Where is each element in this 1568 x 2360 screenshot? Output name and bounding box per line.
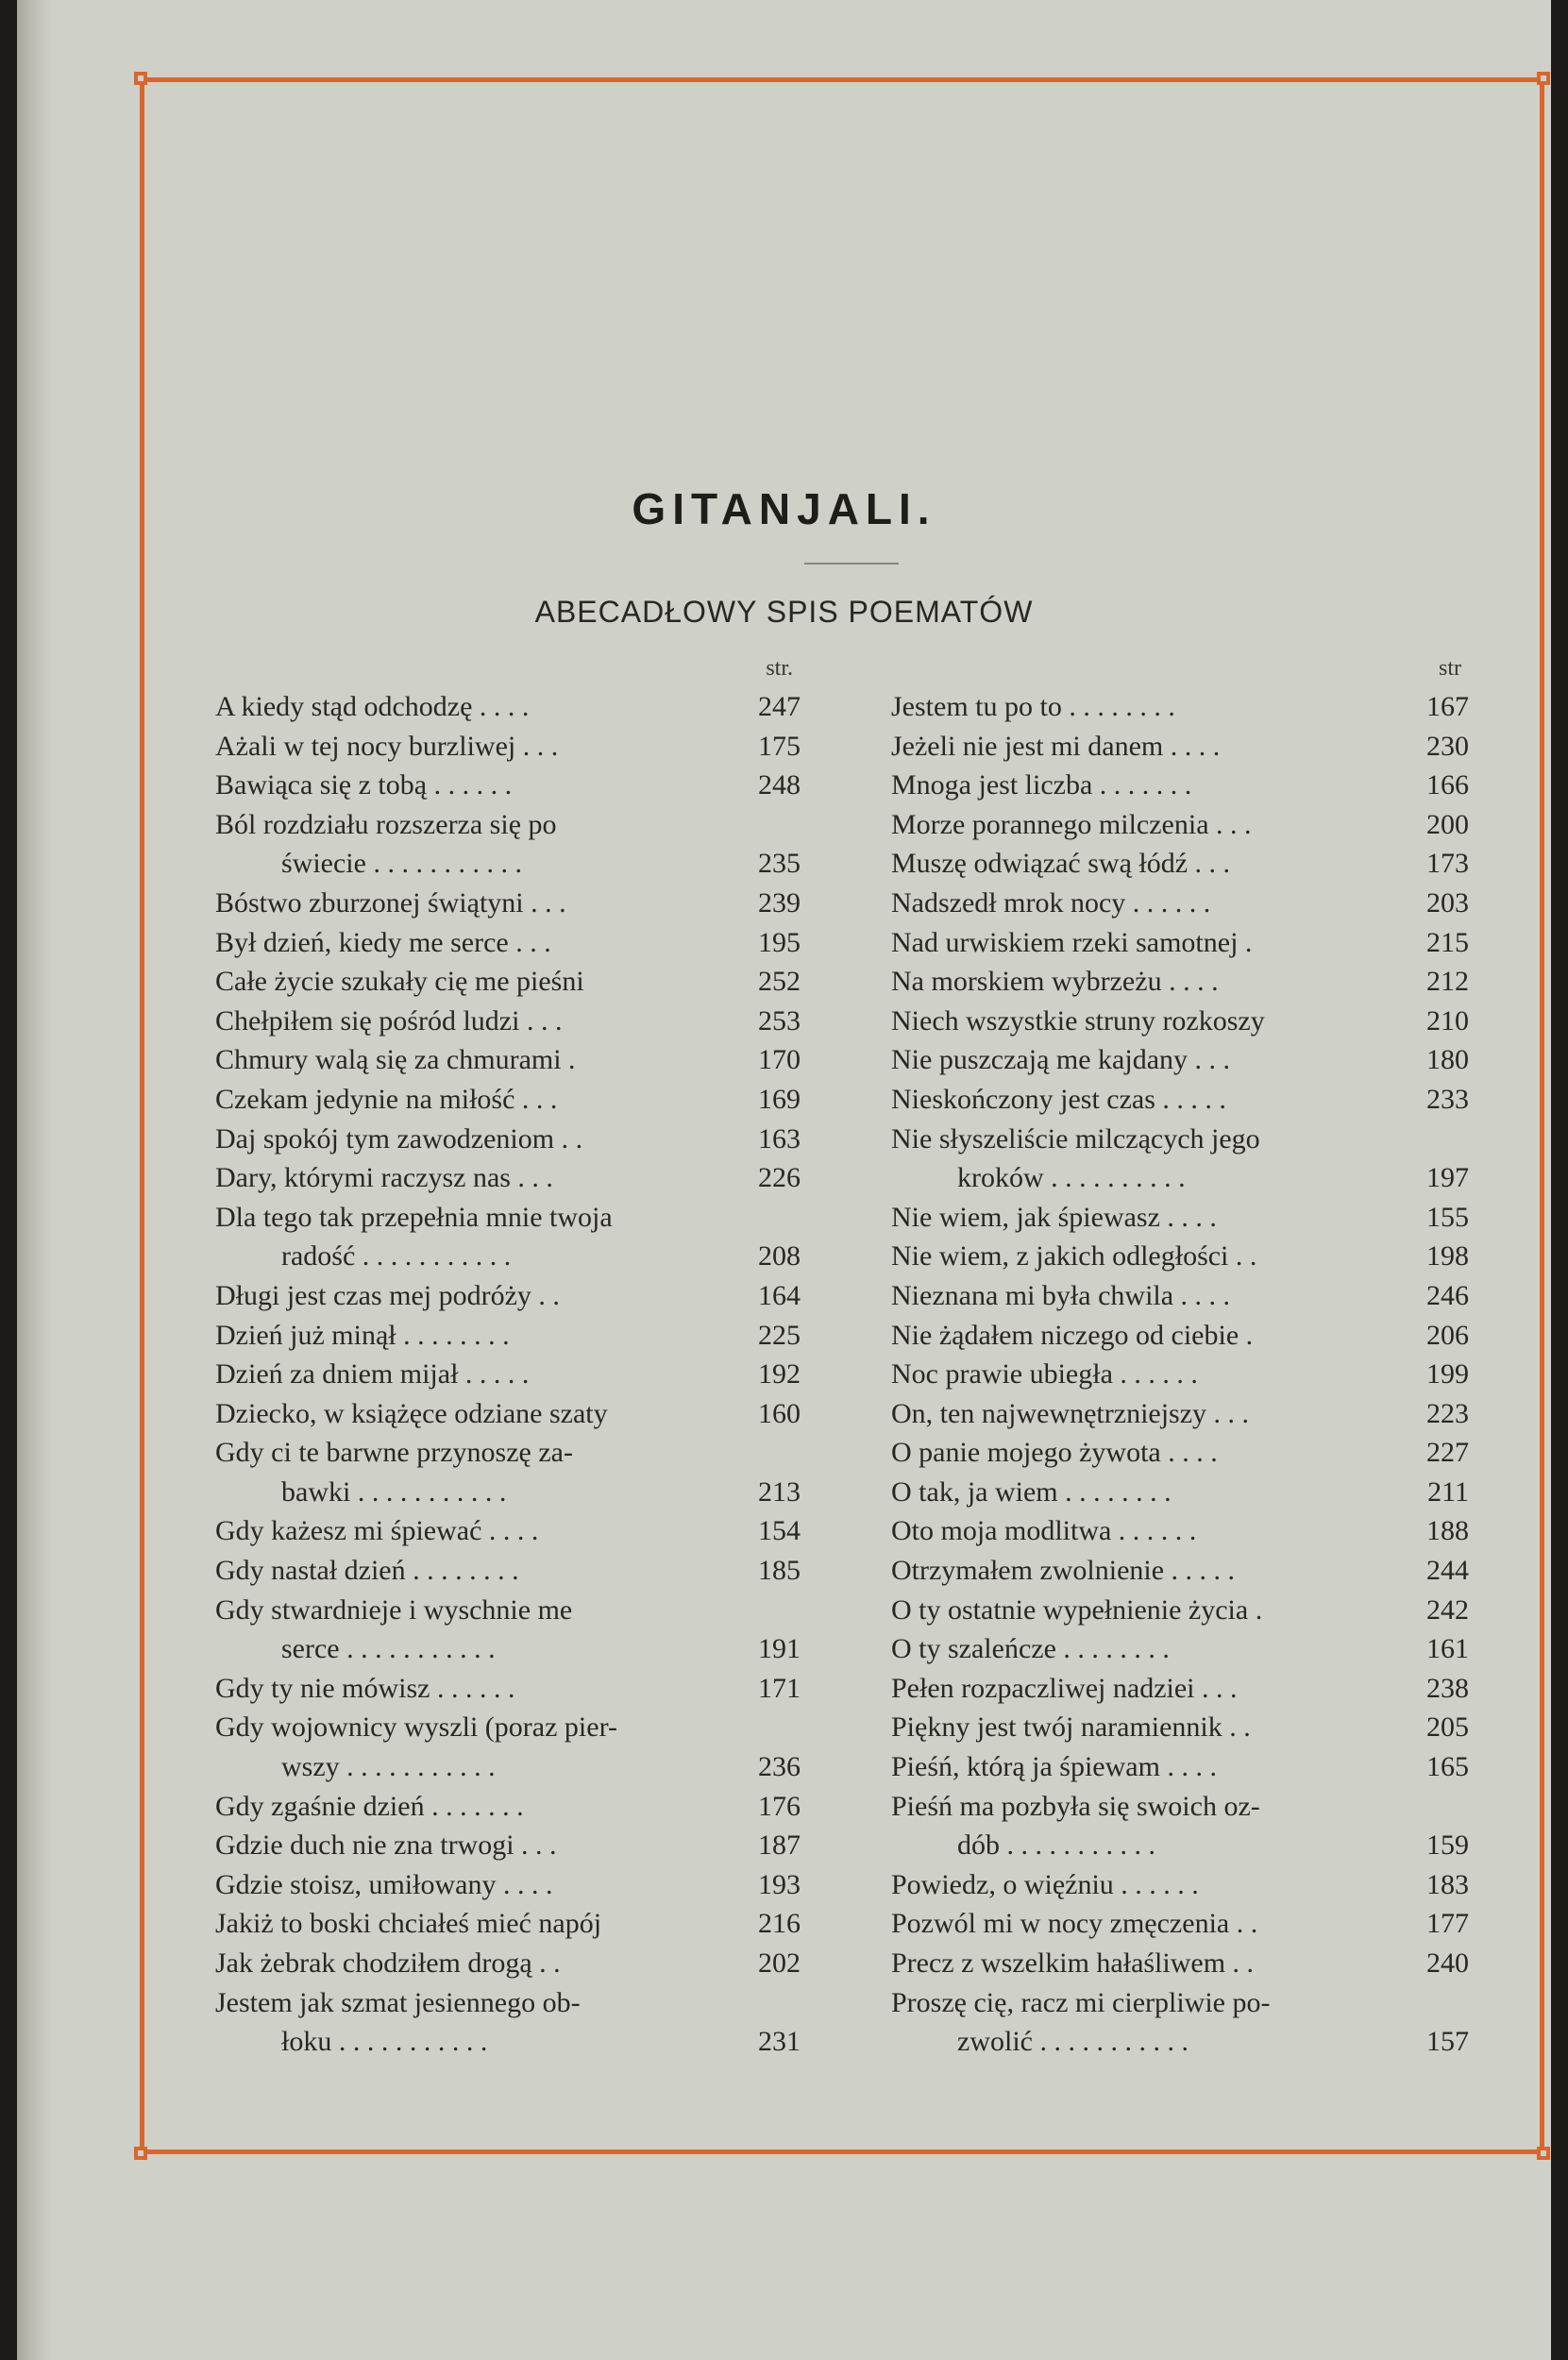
index-entry xyxy=(891,1511,1469,1551)
index-entry xyxy=(215,1787,801,1827)
entry-title-line: Na morskiem wybrzeżu . . . . xyxy=(891,966,1219,998)
index-entry xyxy=(891,962,1469,1002)
entry-title-continuation: wszy . . . . . . . . . . . xyxy=(281,1751,496,1783)
entry-title xyxy=(215,884,736,923)
entry-title-continuation: serce . . . . . . . . . . . xyxy=(281,1633,496,1665)
entry-title xyxy=(891,727,1405,767)
entry-page-number: 161 xyxy=(1426,1633,1469,1665)
entry-page-number: 246 xyxy=(1426,1279,1469,1311)
index-entry xyxy=(891,1355,1469,1394)
entry-title xyxy=(891,962,1405,1002)
index-entry xyxy=(215,1865,801,1905)
entry-page-number: 192 xyxy=(758,1358,801,1391)
frame-corner-ornament xyxy=(134,72,147,85)
entry-page-number: 154 xyxy=(758,1515,801,1547)
index-entry xyxy=(891,884,1469,923)
entry-title-line: Jeżeli nie jest mi danem . . . . xyxy=(891,730,1221,762)
entry-title-line: Gdy wojownicy wyszli (poraz pier- xyxy=(215,1711,617,1744)
entry-title-line: Gdy ty nie mówisz . . . . . . xyxy=(215,1672,515,1704)
entry-title xyxy=(891,1551,1405,1591)
entry-title xyxy=(215,1433,736,1511)
entry-page-number: 171 xyxy=(758,1672,801,1704)
entry-title-line: Dziecko, w książęce odziane szaty xyxy=(215,1397,608,1429)
entry-title xyxy=(891,1002,1405,1041)
index-entry xyxy=(891,1040,1469,1080)
entry-title-line: Czekam jedynie na miłość . . . xyxy=(215,1083,558,1115)
entry-title xyxy=(891,1080,1405,1120)
entry-title-line: Nadszedł mrok nocy . . . . . . xyxy=(891,886,1211,919)
entry-page-number: 206 xyxy=(1426,1319,1469,1351)
entry-title-line: Dla tego tak przepełnia mnie twoja xyxy=(215,1201,613,1233)
index-entry xyxy=(215,1826,801,1865)
entry-title xyxy=(215,1983,736,2062)
index-entry xyxy=(215,1983,801,2062)
entry-title xyxy=(215,1158,736,1198)
entry-page-number: 177 xyxy=(1426,1908,1469,1940)
index-entry xyxy=(215,805,801,884)
entry-page-number: 202 xyxy=(758,1947,801,1979)
entry-page-number: 193 xyxy=(758,1868,801,1900)
entry-title xyxy=(891,1787,1405,1865)
index-entry xyxy=(215,1511,801,1551)
entry-page-number: 208 xyxy=(758,1240,801,1273)
entry-page-number: 167 xyxy=(1426,691,1469,722)
entry-title-line: Gdy stwardnieje i wyschnie me xyxy=(215,1593,573,1626)
entry-page-number: 210 xyxy=(1426,1004,1469,1037)
entry-page-number: 235 xyxy=(758,848,801,880)
entry-title xyxy=(891,1904,1405,1944)
entry-title xyxy=(215,1198,736,1276)
index-entry xyxy=(215,1669,801,1709)
entry-title xyxy=(891,805,1405,845)
page-title: GITANJALI. xyxy=(632,484,936,533)
entry-page-number: 236 xyxy=(758,1751,801,1783)
entry-title xyxy=(215,1120,736,1159)
entry-title-line: Bawiąca się z tobą . . . . . . xyxy=(215,769,513,801)
entry-title xyxy=(891,1747,1405,1787)
entry-title xyxy=(215,1944,736,1983)
entry-title-line: Dzień już minął . . . . . . . . xyxy=(215,1319,510,1351)
entry-title-line: Nad urwiskiem rzeki samotnej . xyxy=(891,926,1253,958)
index-entry xyxy=(891,1591,1469,1630)
entry-title-line: Gdy ci te barwne przynoszę za- xyxy=(215,1437,573,1469)
entry-title xyxy=(215,1080,736,1120)
entry-title-continuation: zwolić . . . . . . . . . . . xyxy=(957,2026,1189,2058)
entry-title-line: Nie słyszeliście milczących jego xyxy=(891,1122,1260,1155)
entry-page-number: 244 xyxy=(1426,1555,1469,1587)
entry-page-number: 239 xyxy=(758,886,801,919)
entry-title-line: Powiedz, o więźniu . . . . . . xyxy=(891,1868,1199,1900)
index-entry xyxy=(891,805,1469,845)
entry-page-number: 203 xyxy=(1426,886,1469,919)
entry-title-continuation: świecie . . . . . . . . . . . xyxy=(281,848,522,880)
index-entry xyxy=(215,1158,801,1198)
entry-title xyxy=(891,1120,1405,1198)
entry-title-line: Bóstwo zburzonej świątyni . . . xyxy=(215,886,566,919)
entry-page-number: 183 xyxy=(1426,1868,1469,1900)
index-column-left xyxy=(215,649,801,2062)
index-entry xyxy=(891,1983,1469,2062)
entry-title-line: Pieśń, którą ja śpiewam . . . . xyxy=(891,1751,1217,1783)
entry-page-number: 164 xyxy=(758,1279,801,1311)
entry-page-number: 199 xyxy=(1426,1358,1469,1391)
entry-title xyxy=(891,1198,1405,1238)
entry-title-line: Morze porannego milczenia . . . xyxy=(891,808,1252,840)
entry-page-number: 231 xyxy=(758,2026,801,2058)
entry-title xyxy=(215,1865,736,1905)
entry-title xyxy=(215,1002,736,1041)
index-entry xyxy=(215,1944,801,1983)
entry-title-line: Precz z wszelkim hałaśliwem . . xyxy=(891,1947,1255,1979)
entry-page-number: 248 xyxy=(758,769,801,801)
entry-title xyxy=(215,1904,736,1944)
entry-page-number: 169 xyxy=(758,1083,801,1115)
index-entry xyxy=(891,1747,1469,1787)
entry-title xyxy=(891,1944,1405,1983)
entry-title-line: Pozwól mi w nocy zmęczenia . . xyxy=(891,1908,1258,1940)
entry-title-line: Nie wiem, jak śpiewasz . . . . xyxy=(891,1201,1217,1233)
entry-title-line: Proszę cię, racz mi cierpliwie po- xyxy=(891,1986,1271,2018)
entry-title xyxy=(215,766,736,805)
entry-title-line: A kiedy stąd odchodzę . . . . xyxy=(215,691,530,722)
entry-title-line: Muszę odwiązać swą łódź . . . xyxy=(891,848,1231,880)
entry-title xyxy=(891,923,1405,963)
entry-title-line: Chmury walą się za chmurami . xyxy=(215,1044,576,1076)
page-subtitle: ABECADŁOWY SPIS POEMATÓW xyxy=(534,595,1034,629)
entry-title xyxy=(891,1865,1405,1905)
entry-page-number: 227 xyxy=(1426,1437,1469,1469)
entry-title-line: Gdy każesz mi śpiewać . . . . xyxy=(215,1515,539,1547)
entry-title xyxy=(215,1551,736,1591)
entry-title xyxy=(891,1316,1405,1356)
entry-page-number: 197 xyxy=(1426,1162,1469,1194)
index-entry xyxy=(215,1198,801,1276)
entry-title xyxy=(215,727,736,767)
index-entry xyxy=(891,1316,1469,1356)
entry-page-number: 252 xyxy=(758,966,801,998)
entry-page-number: 170 xyxy=(758,1044,801,1076)
index-entry xyxy=(215,962,801,1002)
entry-title xyxy=(891,884,1405,923)
entry-title-line: Piękny jest twój naramiennik . . xyxy=(891,1711,1251,1744)
entry-title xyxy=(891,1983,1405,2062)
frame-corner-ornament xyxy=(1537,72,1550,85)
entry-title xyxy=(215,962,736,1002)
entry-title xyxy=(215,687,736,727)
entry-title-line: Noc prawie ubiegła . . . . . . xyxy=(891,1358,1198,1391)
entry-title-line: Dary, którymi raczysz nas . . . xyxy=(215,1162,553,1194)
entry-title xyxy=(215,1787,736,1827)
entry-title-line: Mnoga jest liczba . . . . . . . xyxy=(891,769,1192,801)
index-entry xyxy=(891,1080,1469,1120)
entry-title-line: O panie mojego żywota . . . . xyxy=(891,1437,1218,1469)
entry-title-line: Był dzień, kiedy me serce . . . xyxy=(215,926,551,958)
entry-title xyxy=(891,1237,1405,1276)
entry-title xyxy=(215,1040,736,1080)
index-entry xyxy=(215,1394,801,1434)
index-entry xyxy=(215,1276,801,1316)
frame-corner-ornament xyxy=(1537,2147,1550,2160)
entry-page-number: 166 xyxy=(1426,769,1469,801)
index-entry xyxy=(891,687,1469,727)
entry-title xyxy=(215,1511,736,1551)
entry-title xyxy=(891,1708,1405,1747)
entry-title xyxy=(215,1669,736,1709)
entry-title-line: On, ten najwewnętrzniejszy . . . xyxy=(891,1397,1250,1429)
entry-title xyxy=(891,1276,1405,1316)
entry-title-line: Jestem jak szmat jesiennego ob- xyxy=(215,1986,581,2018)
entry-title xyxy=(891,766,1405,805)
index-column-right xyxy=(891,649,1469,2062)
entry-title-line: Otrzymałem zwolnienie . . . . . xyxy=(891,1555,1236,1587)
entry-page-number: 240 xyxy=(1426,1947,1469,1979)
entry-title-line: Długi jest czas mej podróży . . xyxy=(215,1279,560,1311)
index-entry xyxy=(215,1355,801,1394)
index-entry xyxy=(891,1198,1469,1238)
entry-page-number: 225 xyxy=(758,1319,801,1351)
index-entry xyxy=(891,766,1469,805)
entry-title-line: Ażali w tej nocy burzliwej . . . xyxy=(215,730,559,762)
entry-title-line: Nie żądałem niczego od ciebie . xyxy=(891,1319,1254,1351)
index-entry xyxy=(215,1904,801,1944)
entry-page-number: 175 xyxy=(758,730,801,762)
index-entry xyxy=(891,1433,1469,1473)
index-entry xyxy=(891,1276,1469,1316)
entry-page-number: 230 xyxy=(1426,730,1469,762)
entry-title-line: Chełpiłem się pośród ludzi . . . xyxy=(215,1004,563,1037)
entry-title-line: Pełen rozpaczliwej nadziei . . . xyxy=(891,1672,1238,1704)
entry-page-number: 223 xyxy=(1426,1397,1469,1429)
index-entry xyxy=(891,1904,1469,1944)
entry-title-line: Nie puszczają me kajdany . . . xyxy=(891,1044,1231,1076)
entry-page-number: 160 xyxy=(758,1397,801,1429)
entry-title xyxy=(215,1276,736,1316)
entry-title-line: Ból rozdziału rozszerza się po xyxy=(215,808,557,840)
entry-page-number: 200 xyxy=(1426,808,1469,840)
index-entry xyxy=(891,1865,1469,1905)
index-entry xyxy=(891,1629,1469,1669)
index-entry xyxy=(891,1787,1469,1865)
index-entry xyxy=(215,1708,801,1786)
entry-title xyxy=(891,1629,1405,1669)
entry-page-number: 185 xyxy=(758,1555,801,1587)
entry-title xyxy=(891,1473,1405,1512)
entry-page-number: 213 xyxy=(758,1475,801,1508)
page-gutter xyxy=(17,0,53,2360)
index-entry xyxy=(215,1040,801,1080)
entry-page-number: 205 xyxy=(1426,1711,1469,1744)
index-entry xyxy=(215,1551,801,1591)
title-divider xyxy=(804,563,899,565)
index-entry xyxy=(891,844,1469,884)
entry-title-line: O ty ostatnie wypełnienie życia . xyxy=(891,1593,1263,1626)
entry-title xyxy=(215,1316,736,1356)
entry-page-number: 215 xyxy=(1426,926,1469,958)
entry-title xyxy=(891,1511,1405,1551)
entry-page-number: 233 xyxy=(1426,1083,1469,1115)
index-entry xyxy=(891,727,1469,767)
entry-page-number: 155 xyxy=(1426,1201,1469,1233)
index-entry xyxy=(215,727,801,767)
entry-title-line: Pieśń ma pozbyła się swoich oz- xyxy=(891,1790,1260,1822)
entry-title-line: Jakiż to boski chciałeś mieć napój xyxy=(215,1908,602,1940)
entry-title-line: Gdy zgaśnie dzień . . . . . . . xyxy=(215,1790,524,1822)
index-entry xyxy=(215,766,801,805)
entry-title xyxy=(891,1355,1405,1394)
entry-page-number: 198 xyxy=(1426,1240,1469,1273)
entry-title-continuation: łoku . . . . . . . . . . . xyxy=(281,2026,488,2058)
entry-title-line: Oto moja modlitwa . . . . . . xyxy=(891,1515,1197,1547)
entry-title-continuation: dób . . . . . . . . . . . xyxy=(957,1829,1155,1862)
index-entry xyxy=(215,923,801,963)
entry-page-number: 191 xyxy=(758,1633,801,1665)
entry-page-number: 180 xyxy=(1426,1044,1469,1076)
entry-title-line: O ty szaleńcze . . . . . . . . xyxy=(891,1633,1170,1665)
entry-title-line: Nieznana mi była chwila . . . . xyxy=(891,1279,1231,1311)
entry-title xyxy=(891,1040,1405,1080)
entry-title-line: Jestem tu po to . . . . . . . . xyxy=(891,691,1175,722)
index-entry xyxy=(891,923,1469,963)
entry-title xyxy=(891,687,1405,727)
entry-page-number: 247 xyxy=(758,691,801,722)
entry-title xyxy=(215,1826,736,1865)
entry-title-line: Nie wiem, z jakich odległości . . xyxy=(891,1240,1257,1273)
entry-title-continuation: radość . . . . . . . . . . . xyxy=(281,1240,512,1273)
entry-title xyxy=(215,1355,736,1394)
entry-title-line: Niech wszystkie struny rozkoszy xyxy=(891,1004,1265,1037)
index-entry xyxy=(891,1669,1469,1709)
index-entry xyxy=(215,1002,801,1041)
index-entry xyxy=(215,884,801,923)
entry-title xyxy=(891,1394,1405,1434)
entry-page-number: 188 xyxy=(1426,1515,1469,1547)
entry-title xyxy=(215,1394,736,1434)
entry-title-line: O tak, ja wiem . . . . . . . . xyxy=(891,1475,1172,1508)
entry-title-continuation: bawki . . . . . . . . . . . xyxy=(281,1475,507,1508)
index-entry xyxy=(891,1708,1469,1747)
entry-page-number: 216 xyxy=(758,1908,801,1940)
page-column-header: str xyxy=(1439,656,1461,681)
entry-page-number: 159 xyxy=(1426,1829,1469,1862)
entry-title xyxy=(891,1433,1405,1473)
entry-title-line: Nieskończony jest czas . . . . . xyxy=(891,1083,1226,1115)
index-entry xyxy=(891,1237,1469,1276)
entry-title-line: Gdzie stoisz, umiłowany . . . . xyxy=(215,1868,553,1900)
index-entry xyxy=(215,1120,801,1159)
entry-page-number: 242 xyxy=(1426,1593,1469,1626)
entry-page-number: 211 xyxy=(1427,1475,1469,1508)
entry-title-continuation: kroków . . . . . . . . . . xyxy=(957,1162,1186,1194)
index-entry xyxy=(215,1080,801,1120)
entry-title xyxy=(891,1591,1405,1630)
entry-page-number: 163 xyxy=(758,1122,801,1155)
frame-corner-ornament xyxy=(134,2147,147,2160)
index-entry xyxy=(215,687,801,727)
entry-page-number: 226 xyxy=(758,1162,801,1194)
entry-page-number: 157 xyxy=(1426,2026,1469,2058)
entry-title xyxy=(891,844,1405,884)
entry-page-number: 176 xyxy=(758,1790,801,1822)
entry-title xyxy=(215,923,736,963)
index-entry xyxy=(215,1316,801,1356)
entry-title-line: Dzień za dniem mijał . . . . . xyxy=(215,1358,530,1391)
entry-title-line: Gdy nastał dzień . . . . . . . . xyxy=(215,1555,519,1587)
page-column-header: str. xyxy=(766,656,793,681)
entry-page-number: 253 xyxy=(758,1004,801,1037)
index-entry xyxy=(891,1944,1469,1983)
entry-title xyxy=(215,805,736,884)
entry-page-number: 165 xyxy=(1426,1751,1469,1783)
entry-title xyxy=(215,1591,736,1669)
entry-title xyxy=(891,1669,1405,1709)
index-entry xyxy=(891,1551,1469,1591)
entry-title-line: Całe życie szukały cię me pieśni xyxy=(215,966,584,998)
index-entry xyxy=(891,1394,1469,1434)
index-entry xyxy=(891,1473,1469,1512)
entry-title xyxy=(215,1708,736,1786)
entry-title-line: Daj spokój tym zawodzeniom . . xyxy=(215,1122,583,1155)
entry-page-number: 238 xyxy=(1426,1672,1469,1704)
entry-title-line: Gdzie duch nie zna trwogi . . . xyxy=(215,1829,557,1862)
entry-page-number: 195 xyxy=(758,926,801,958)
entry-page-number: 187 xyxy=(758,1829,801,1862)
index-entry xyxy=(891,1120,1469,1198)
index-entry xyxy=(215,1591,801,1669)
entry-page-number: 212 xyxy=(1426,966,1469,998)
index-entry xyxy=(215,1433,801,1511)
index-entry xyxy=(891,1002,1469,1041)
entry-title-line: Jak żebrak chodziłem drogą . . xyxy=(215,1947,561,1979)
entry-page-number: 173 xyxy=(1426,848,1469,880)
